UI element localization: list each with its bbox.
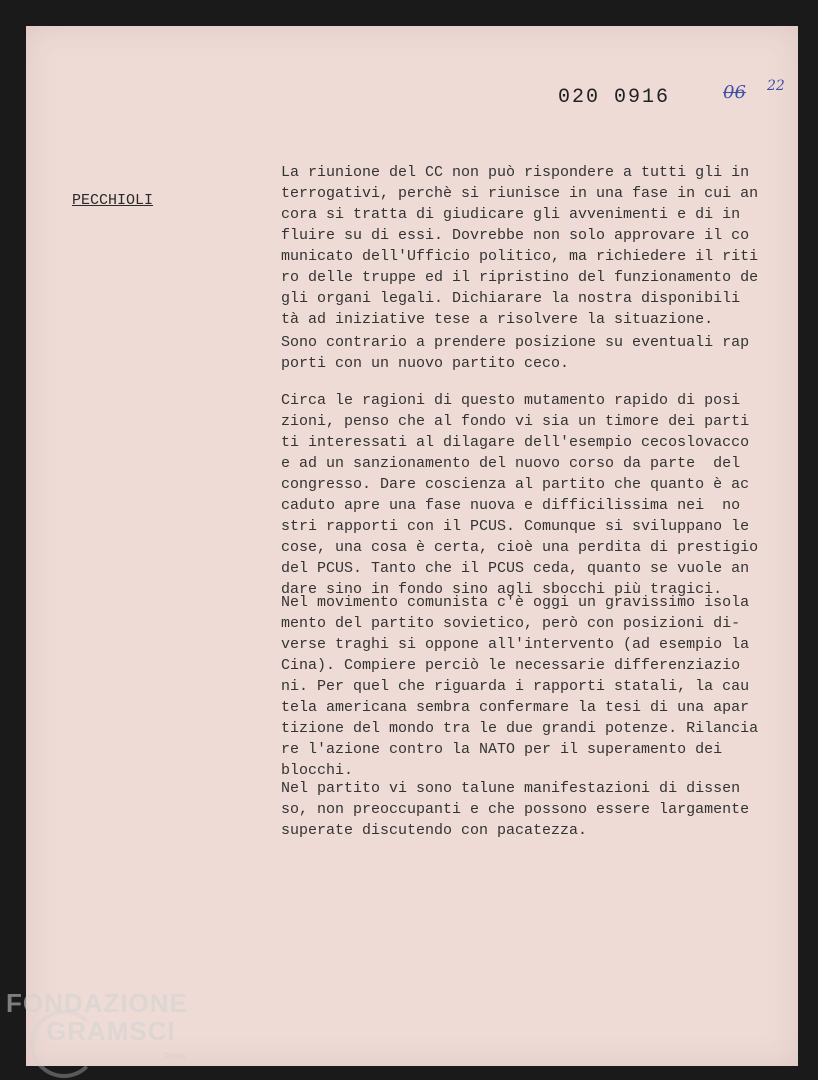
paragraph: Sono contrario a prendere posizione su eventuali rap porti con un nuovo partito ceco.: [281, 334, 750, 372]
paragraph: Nel movimento comunista c'è oggi un gravissimo isola mento del partito sovietico, però con posizioni di- verse traghi si oppone all'intervento (ad esempio la Cina). Compiere perciò le necessarie differenziazio ni. Per quel che riguarda i rapporti statali, la cau tela americana sembra confermare la tesi di una apar tizione del mondo tra le due grandi potenze. Rilancia re l'azione contro la NATO per il superamento dei blocchi.: [281, 594, 759, 779]
watermark-line2: GRAMSCI: [46, 1016, 176, 1046]
page-number: 020 0916: [558, 86, 671, 109]
document-page: [26, 26, 798, 1066]
paragraph: Nel partito vi sono talune manifestazioni di dissen so, non preoccupanti e che possono essere largamente superate discutendo con pacatezza.: [281, 780, 750, 839]
paragraph: Circa le ragioni di questo mutamento rapido di posi zioni, penso che al fondo vi sia un timore dei parti ti interessati al dilagare dell'esempio cecoslovacco e ad un sanzionamento del nuovo corso da parte del congresso. Dare coscienza al partito che quanto è ac caduto apre una fase nuova e difficilissima nei no stri rapporti con il PCUS. Comunque si sviluppano le cose, una cosa è certa, cioè una perdita di prestigio del PCUS. Tanto che il PCUS ceda, quanto se vuole an dare sino in fondo sino agli sbocchi più tragici.: [281, 392, 759, 598]
handwritten-page-number: 22: [767, 78, 785, 94]
paragraph: La riunione del CC non può rispondere a tutti gli in terrogativi, perchè si riunisce in una fase in cui an cora si tratta di giudicare gli avvenimenti e di in fluire su di essi. Dovrebbe non solo approvare il co municato dell'Ufficio politico, ma richiedere il riti ro delle truppe ed il ripristino del funzionamento de gli organi legali. Dichiarare la nostra disponibili tà ad iniziative tese a risolvere la situazione.: [281, 164, 759, 328]
watermark-logo: [6, 990, 188, 1044]
watermark-sub: onlus: [164, 1050, 186, 1060]
watermark-line1: FONDAZIONE: [6, 988, 188, 1018]
speaker-name: PECCHIOLI: [72, 192, 154, 209]
handwritten-code: 06: [723, 82, 746, 103]
